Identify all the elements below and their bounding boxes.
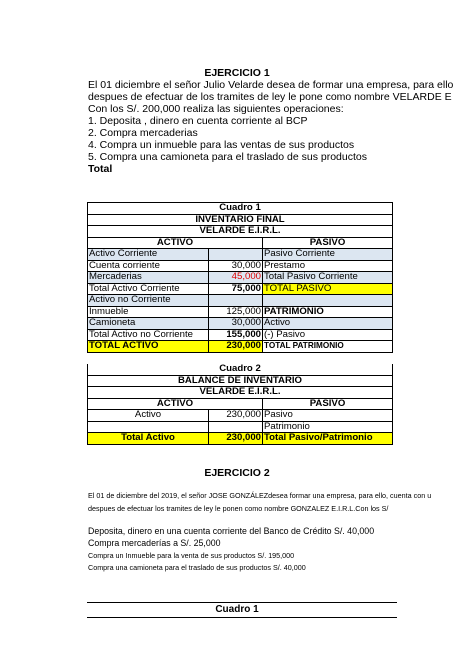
cell-activo: Activo bbox=[88, 410, 209, 422]
cell-activo: TOTAL ACTIVO bbox=[88, 341, 209, 353]
cell-valor bbox=[209, 249, 263, 261]
cuadro2-header-activo: ACTIVO bbox=[88, 398, 263, 410]
cell-valor: 230,000 bbox=[209, 341, 263, 353]
cell-valor: 30,000 bbox=[209, 318, 263, 330]
table-row bbox=[88, 410, 393, 422]
cuadro3-title: Cuadro 1 bbox=[215, 604, 259, 615]
table-row bbox=[88, 272, 393, 284]
cell-pasivo: Patrimonio bbox=[263, 421, 393, 433]
ex1-total-label: Total bbox=[88, 163, 113, 175]
cuadro2-title: Cuadro 2 bbox=[88, 364, 393, 375]
cuadro2-header-pasivo: PASIVO bbox=[263, 398, 393, 410]
ex2-line-6: Compra una camioneta para el traslado de sus productos S/. 40,000 bbox=[88, 563, 306, 572]
cell-pasivo: Pasivo bbox=[263, 410, 393, 422]
cell-valor: 125,000 bbox=[209, 306, 263, 318]
cell-valor bbox=[209, 295, 263, 307]
cuadro2-subtitle: BALANCE DE INVENTARIO bbox=[88, 375, 393, 387]
cell-valor: 230,000 bbox=[209, 433, 263, 445]
cell-valor: 155,000 bbox=[209, 329, 263, 341]
table-row bbox=[88, 260, 393, 272]
ex1-line-4: 1. Deposita , dinero en cuenta corriente al BCP bbox=[88, 115, 308, 127]
cell-valor: 30,000 bbox=[209, 260, 263, 272]
table-row bbox=[88, 433, 393, 445]
table-row bbox=[88, 341, 393, 353]
cuadro1-table bbox=[87, 202, 393, 353]
cuadro1-subtitle: INVENTARIO FINAL bbox=[88, 214, 393, 226]
ex2-line-5: Compra un Inmueble para la venta de sus productos S/. 195,000 bbox=[88, 551, 295, 560]
table-row bbox=[88, 306, 393, 318]
table-row bbox=[88, 318, 393, 330]
cuadro1-title: Cuadro 1 bbox=[88, 203, 393, 215]
table-row bbox=[88, 283, 393, 295]
cell-valor: 75,000 bbox=[209, 283, 263, 295]
table-row bbox=[88, 249, 393, 261]
ex1-line-2: despues de efectuar de los tramites de ley le pone como nombre VELARDE E bbox=[88, 91, 452, 103]
ex2-line-1: El 01 de diciembre del 2019, el señor JOSE GONZÁLEZdesea formar una empresa, para ello, cuenta con u bbox=[88, 491, 432, 500]
cell-pasivo: Total Pasivo/Patrimonio bbox=[263, 433, 393, 445]
cell-activo: Activo no Corriente bbox=[88, 295, 209, 307]
table-row bbox=[88, 421, 393, 433]
cell-pasivo: Pasivo Corriente bbox=[263, 249, 393, 261]
cell-activo: Total Activo bbox=[88, 433, 209, 445]
ex2-title: EJERCICIO 2 bbox=[204, 467, 270, 479]
cell-activo: Total Activo Corriente bbox=[88, 283, 209, 295]
cell-valor: 230,000 bbox=[209, 410, 263, 422]
ex1-line-5: 2. Compra mercaderias bbox=[88, 127, 198, 139]
ex1-line-7: 5. Compra una camioneta para el traslado de sus productos bbox=[88, 151, 367, 163]
cell-pasivo bbox=[263, 295, 393, 307]
cell-activo bbox=[88, 421, 209, 433]
cell-valor: 45,000 bbox=[209, 272, 263, 284]
cell-activo: Cuenta corriente bbox=[88, 260, 209, 272]
cell-pasivo: TOTAL PATRIMONIO bbox=[263, 341, 393, 353]
table-row bbox=[88, 295, 393, 307]
cell-pasivo: PATRIMONIO bbox=[263, 306, 393, 318]
cuadro2-company: VELARDE E.I.R.L. bbox=[88, 387, 393, 399]
cuadro1-header-activo: ACTIVO bbox=[88, 237, 263, 249]
ex1-line-1: El 01 diciembre el señor Julio Velarde desea de formar una empresa, para ello bbox=[88, 79, 454, 91]
cell-pasivo: Total Pasivo Corriente bbox=[263, 272, 393, 284]
cell-activo: Total Activo no Corriente bbox=[88, 329, 209, 341]
cell-activo: Inmueble bbox=[88, 306, 209, 318]
cell-pasivo: Prestamo bbox=[263, 260, 393, 272]
ex1-line-6: 4. Compra un inmueble para las ventas de sus productos bbox=[88, 139, 355, 151]
cuadro1-header-pasivo: PASIVO bbox=[263, 237, 393, 249]
cell-activo: Activo Corriente bbox=[88, 249, 209, 261]
table-row bbox=[88, 329, 393, 341]
cell-activo: Mercaderias bbox=[88, 272, 209, 284]
cell-pasivo: (-) Pasivo bbox=[263, 329, 393, 341]
cell-pasivo: TOTAL PASIVO bbox=[263, 283, 393, 295]
ex2-line-4: Compra mercaderías a S/. 25,000 bbox=[88, 538, 221, 548]
ex2-line-2: despues de efectuar los tramites de ley le ponen como nombre GONZALEZ E.I.R.L.Con los S/ bbox=[88, 504, 389, 513]
ex1-title: EJERCICIO 1 bbox=[204, 67, 270, 79]
cell-activo: Camioneta bbox=[88, 318, 209, 330]
cuadro1-company: VELARDE E.I.R.L. bbox=[88, 226, 393, 238]
ex2-line-3: Deposita, dinero en una cuenta corriente del Banco de Crédito S/. 40,000 bbox=[88, 526, 375, 536]
cell-valor bbox=[209, 421, 263, 433]
cell-pasivo: Activo bbox=[263, 318, 393, 330]
ex1-line-3: Con los S/. 200,000 realiza las siguientes operaciones: bbox=[88, 103, 344, 115]
cuadro2-table bbox=[87, 364, 393, 445]
